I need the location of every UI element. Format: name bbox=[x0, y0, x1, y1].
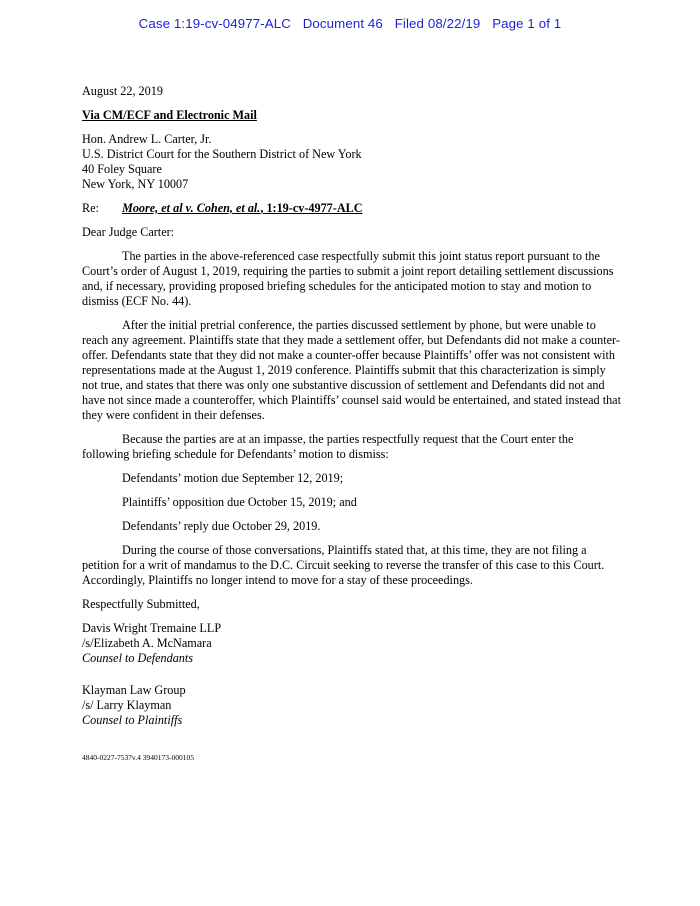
paragraph-mandamus: During the course of those conversations, Plaintiffs stated that, at this time, they are not filing a petition for a writ of mandamus to the D.C. Circuit seeking to reverse the transfer of this case to this Court. Accordingly, Plaintiffs no longer intend to move for a stay of these proceedings. bbox=[82, 543, 605, 587]
case-caption bbox=[122, 201, 363, 216]
signature-block-defendants bbox=[82, 621, 622, 666]
header-document-number: Document 46 bbox=[302, 16, 383, 31]
letter-date: August 22, 2019 bbox=[82, 84, 163, 98]
address-line: New York, NY 10007 bbox=[82, 177, 189, 191]
paragraph-briefing-request: Because the parties are at an impasse, the parties respectfully request that the Court enter the following briefing schedule for Defendants’ motion to dismiss: bbox=[82, 432, 574, 461]
schedule-item: Defendants’ reply due October 29, 2019. bbox=[122, 519, 321, 533]
firm-name: Klayman Law Group bbox=[82, 683, 186, 697]
address-line: U.S. District Court for the Southern District of New York bbox=[82, 147, 362, 161]
signature: /s/ Larry Klayman bbox=[82, 698, 172, 712]
header-filed-date: Filed 08/22/19 bbox=[394, 16, 481, 31]
signature-block-plaintiffs bbox=[82, 683, 622, 728]
header-case-number: Case 1:19-cv-04977-ALC bbox=[138, 16, 291, 31]
schedule-item: Defendants’ motion due September 12, 2019; bbox=[122, 471, 344, 485]
case-number: , 1:19-cv-4977-ALC bbox=[260, 201, 363, 215]
re-label: Re: bbox=[82, 201, 99, 215]
counsel-role: Counsel to Defendants bbox=[82, 651, 194, 665]
re-line bbox=[82, 201, 622, 216]
document-id: 4840-0227-7537v.4 3940173-000105 bbox=[82, 753, 195, 762]
schedule-item: Plaintiffs’ opposition due October 15, 2019; and bbox=[122, 495, 357, 509]
header-page-number: Page 1 of 1 bbox=[492, 16, 562, 31]
paragraph-status-report: The parties in the above-referenced case respectfully submit this joint status report pursuant to the Court’s order of August 1, 2019, requiring the parties to submit a joint report detailing settlement discussions and, if necessary, providing proposed briefing schedules for the anticipated motion to stay and motion to dismiss (ECF No. 44). bbox=[82, 249, 614, 308]
address-line: Hon. Andrew L. Carter, Jr. bbox=[82, 132, 212, 146]
letter-body bbox=[82, 84, 622, 765]
ecf-header bbox=[0, 16, 700, 31]
counsel-role: Counsel to Plaintiffs bbox=[82, 713, 183, 727]
firm-name: Davis Wright Tremaine LLP bbox=[82, 621, 222, 635]
recipient-address bbox=[82, 132, 622, 192]
salutation: Dear Judge Carter: bbox=[82, 225, 175, 239]
address-line: 40 Foley Square bbox=[82, 162, 162, 176]
sign-off: Respectfully Submitted, bbox=[82, 597, 200, 611]
delivery-method: Via CM/ECF and Electronic Mail bbox=[82, 108, 257, 122]
signature: /s/Elizabeth A. McNamara bbox=[82, 636, 212, 650]
case-name: Moore, et al v. Cohen, et al. bbox=[122, 201, 261, 215]
paragraph-settlement: After the initial pretrial conference, the parties discussed settlement by phone, but were unable to reach any agreement. Plaintiffs state that they made a settlement offer, but Defendants did not make a counter-offer. Defendants state that they did not make a counter-offer because Plaintiffs’ offer was not consistent with representations made at the August 1, 2019 conference. Plaintiffs submit that this characterization is simply not true, and states that there was only one substantive discussion of settlement and Defendants did not and have not since made a counteroffer, which Plaintiffs’ counsel said would be entertained, and stated instead that they were confident in their defenses. bbox=[82, 318, 621, 422]
